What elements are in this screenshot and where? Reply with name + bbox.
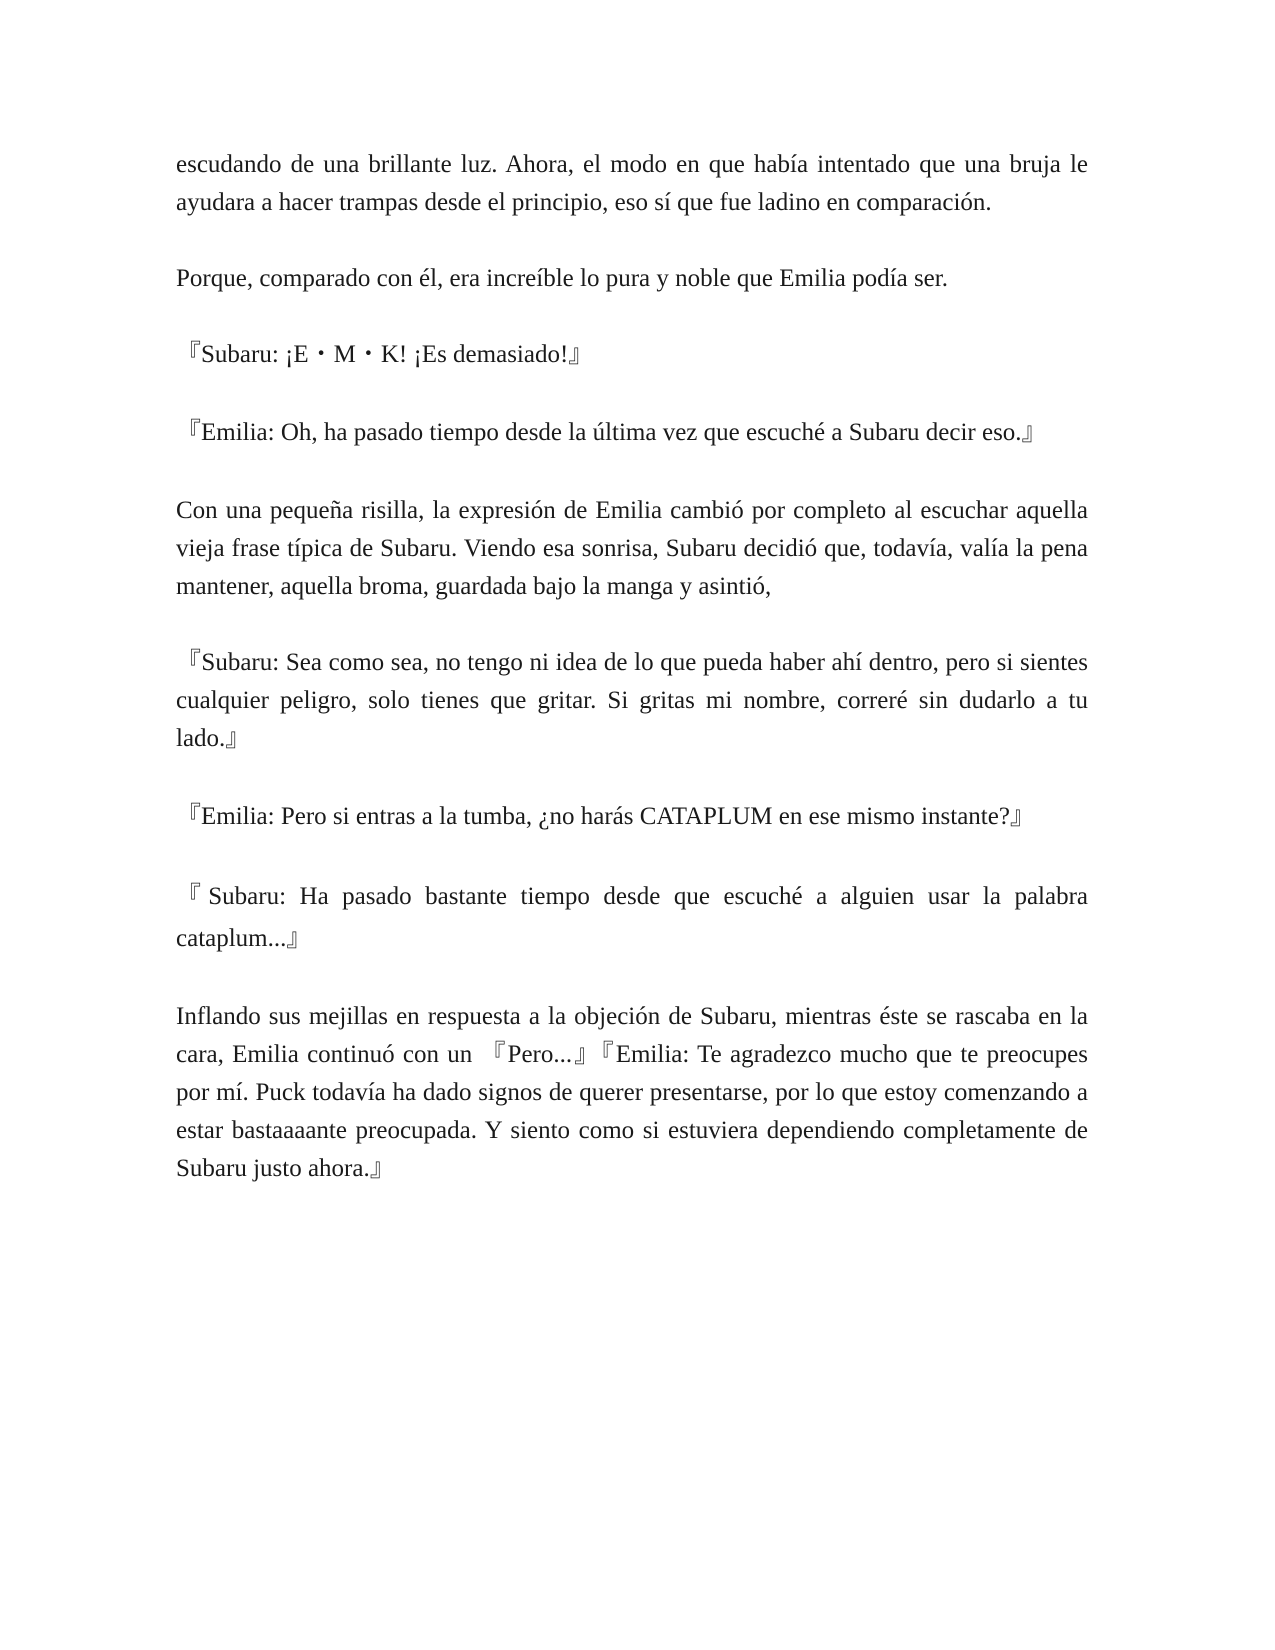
dialogue-subaru: 『Subaru: Sea como sea, no tengo ni idea de lo que pueda haber ahí dentro, pero si sientes cualquier peligro, solo tienes que gritar. Si gritas mi nombre, correré sin dudarlo a tu lado.』 — [176, 649, 1088, 752]
narration-paragraph: escudando de una brillante luz. Ahora, el modo en que había intentado que una bruja le ayudara a hacer trampas desde el principio, eso sí que fue ladino en comparación. — [176, 151, 1088, 216]
narration-paragraph: Inflando sus mejillas en respuesta a la objeción de Subaru, mientras éste se rascaba en la cara, Emilia continuó con un 『Pero...』『Emilia: Te agradezco mucho que te preocupes por mí. Puck todavía ha dado signos de querer presentarse, por lo que estoy comenzando a estar bastaaaante preocupada. Y siento como si estuviera dependiendo completamente de Subaru justo ahora.』 — [176, 1003, 1088, 1182]
narration-paragraph: Porque, comparado con él, era increíble lo pura y noble que Emilia podía ser. — [176, 265, 948, 292]
narration-paragraph: Con una pequeña risilla, la expresión de Emilia cambió por completo al escuchar aquella vieja frase típica de Subaru. Viendo esa sonrisa, Subaru decidió que, todavía, valía la pena mantener, aquella broma, guardada bajo la manga y asintió, — [176, 497, 1088, 600]
dialogue-subaru: 『Subaru: Ha pasado bastante tiempo desde que escuché a alguien usar la palabra cataplum...』 — [176, 883, 1088, 952]
dialogue-emilia: 『Emilia: Pero si entras a la tumba, ¿no harás CATAPLUM en ese mismo instante?』 — [176, 803, 1035, 830]
dialogue-subaru: 『Subaru: ¡E・M・K! ¡Es demasiado!』 — [176, 341, 594, 368]
dialogue-emilia: 『Emilia: Oh, ha pasado tiempo desde la última vez que escuché a Subaru decir eso.』 — [176, 419, 1047, 446]
document-body — [176, 146, 1088, 1226]
